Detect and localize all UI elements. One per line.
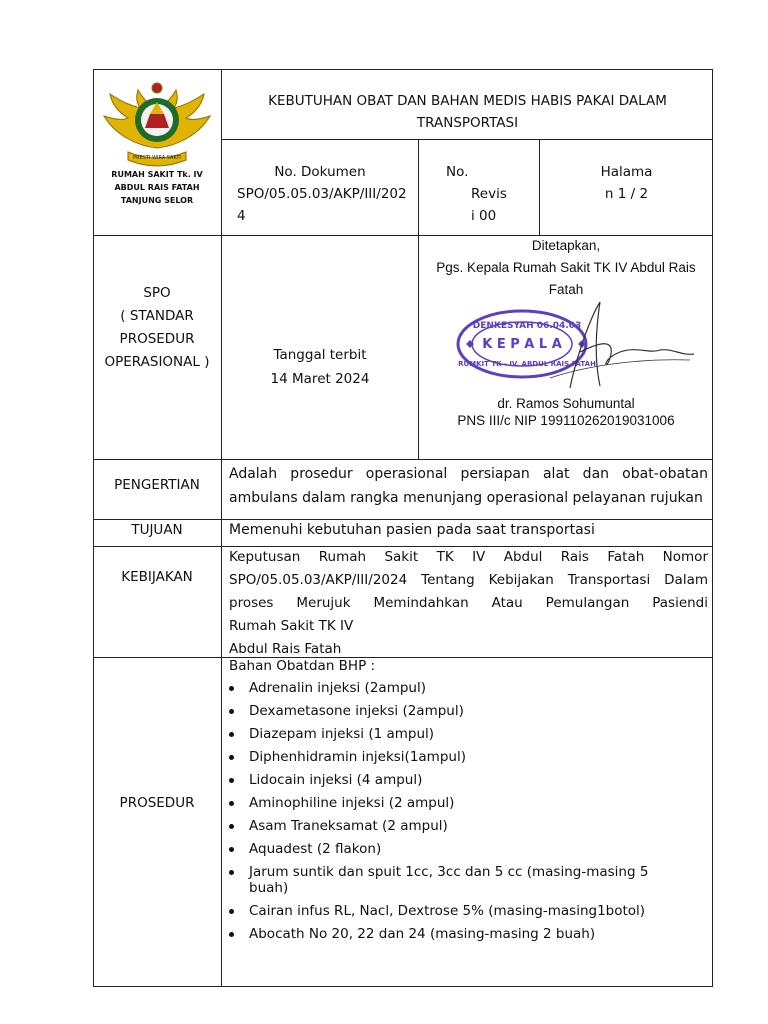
prosedur-intro: Bahan Obatdan BHP : bbox=[229, 658, 376, 674]
prosedur-item bbox=[229, 726, 689, 742]
official-stamp bbox=[450, 298, 700, 398]
page-label: Halama bbox=[600, 164, 653, 180]
bullet-icon bbox=[229, 932, 234, 937]
revision-cell bbox=[446, 161, 536, 227]
revision-value: i 00 bbox=[471, 208, 497, 224]
document-number-label: No. Dokumen bbox=[274, 164, 366, 180]
spo-label-line: PROSEDUR bbox=[119, 331, 195, 347]
row-divider-spo bbox=[93, 459, 713, 460]
bullet-icon bbox=[229, 732, 234, 737]
spo-label-line: SPO bbox=[143, 285, 171, 301]
prosedur-item-text: Aquadest (2 flakon) bbox=[249, 841, 382, 857]
prosedur-list-container bbox=[229, 680, 689, 949]
prosedur-item bbox=[229, 818, 689, 834]
issue-date-value: 14 Maret 2024 bbox=[270, 371, 370, 387]
page-value: n 1 / 2 bbox=[604, 186, 649, 202]
prosedur-item-text: Abocath No 20, 22 dan 24 (masing-masing 2 buah) bbox=[249, 926, 596, 942]
prosedur-item bbox=[229, 703, 689, 719]
bullet-icon bbox=[229, 778, 234, 783]
approval-position: Fatah bbox=[548, 282, 584, 297]
bullet-icon bbox=[229, 801, 234, 806]
document-title bbox=[222, 90, 713, 134]
prosedur-list bbox=[229, 680, 689, 942]
prosedur-item-text: Diazepam injeksi (1 ampul) bbox=[249, 726, 435, 742]
document-number-value: 4 bbox=[237, 208, 246, 224]
document-number-value: SPO/05.05.03/AKP/III/202 bbox=[237, 186, 407, 202]
issue-date-label: Tanggal terbit bbox=[273, 347, 367, 363]
row-divider-title bbox=[221, 139, 713, 140]
spo-label-line: OPERASIONAL ) bbox=[104, 354, 210, 370]
signature-icon bbox=[570, 302, 694, 388]
page-number-cell bbox=[540, 161, 713, 205]
bullet-icon bbox=[229, 824, 234, 829]
prosedur-item bbox=[229, 772, 689, 788]
hospital-name bbox=[96, 168, 218, 207]
stamp-middle-text: K E P A L A bbox=[482, 337, 562, 352]
hospital-name-line: TANJUNG SELOR bbox=[120, 196, 194, 205]
pengertian-label: PENGERTIAN bbox=[114, 477, 200, 493]
approval-block bbox=[419, 235, 713, 301]
spo-label-line: ( STANDAR bbox=[120, 308, 194, 324]
stamp-bottom-text: RUMKIT TK - IV. ABDUL RAIS FATAH bbox=[458, 360, 596, 368]
kebijakan-line: Rumah Sakit TK IV bbox=[229, 618, 354, 634]
hospital-name-line: RUMAH SAKIT Tk. IV bbox=[111, 170, 203, 179]
prosedur-item-text: Dexametasone injeksi (2ampul) bbox=[249, 703, 464, 719]
prosedur-item bbox=[229, 864, 689, 896]
tujuan-text: Memenuhi kebutuhan pasien pada saat transportasi bbox=[229, 522, 595, 538]
prosedur-item bbox=[229, 903, 689, 919]
kebijakan-line: Keputusan Rumah Sakit TK IV Abdul Rais Fatah Nomor bbox=[229, 549, 708, 565]
kebijakan-line: proses Merujuk Memindahkan Atau Pemulangan Pasiendi bbox=[229, 595, 708, 611]
prosedur-item-text: Adrenalin injeksi (2ampul) bbox=[249, 680, 426, 696]
prosedur-item bbox=[229, 926, 689, 942]
kebijakan-line: SPO/05.05.03/AKP/III/2024 Tentang Kebijakan Transportasi Dalam bbox=[229, 572, 708, 588]
approval-set-by: Ditetapkan, bbox=[531, 238, 601, 253]
prosedur-item-text: Asam Traneksamat (2 ampul) bbox=[249, 818, 448, 834]
prosedur-item-text: Aminophiline injeksi (2 ampul) bbox=[249, 795, 455, 811]
revision-label: No. bbox=[446, 164, 469, 180]
spo-label bbox=[93, 282, 221, 374]
kebijakan-line: Abdul Rais Fatah bbox=[229, 641, 342, 657]
prosedur-item-text: Diphenhidramin injeksi(1ampul) bbox=[249, 749, 466, 765]
approval-position: Pgs. Kepala Rumah Sakit TK IV Abdul Rais bbox=[436, 260, 696, 275]
title-line: KEBUTUHAN OBAT DAN BAHAN MEDIS HABIS PAKAI DALAM bbox=[268, 93, 667, 109]
prosedur-label: PROSEDUR bbox=[119, 795, 195, 811]
pengertian-line: ambulans dalam rangka menunjang operasional pelayanan rujukan bbox=[229, 490, 703, 506]
bullet-icon bbox=[229, 870, 234, 875]
signer-name: dr. Ramos Sohumuntal bbox=[497, 396, 635, 411]
revision-label: Revis bbox=[471, 186, 507, 202]
pengertian-text bbox=[229, 462, 708, 510]
prosedur-item bbox=[229, 841, 689, 857]
prosedur-item bbox=[229, 749, 689, 765]
stamp-top-text: DENKESYAH 06.04.03 bbox=[472, 321, 582, 331]
kebijakan-label: KEBIJAKAN bbox=[121, 569, 193, 585]
bullet-icon bbox=[229, 709, 234, 714]
kebijakan-text bbox=[229, 546, 708, 661]
bullet-icon bbox=[229, 755, 234, 760]
title-line: TRANSPORTASI bbox=[416, 115, 519, 131]
prosedur-item bbox=[229, 795, 689, 811]
pengertian-line: Adalah prosedur operasional persiapan alat dan obat-obatan bbox=[229, 466, 708, 482]
bullet-icon bbox=[229, 847, 234, 852]
bullet-icon bbox=[229, 686, 234, 691]
prosedur-item-text: Jarum suntik dan spuit 1cc, 3cc dan 5 cc (masing-masing 5 buah) bbox=[249, 864, 649, 896]
issue-date-cell bbox=[222, 343, 418, 391]
prosedur-item bbox=[229, 680, 689, 696]
prosedur-item-text: Lidocain injeksi (4 ampul) bbox=[249, 772, 423, 788]
signer-block bbox=[419, 395, 713, 429]
hospital-name-line: ABDUL RAIS FATAH bbox=[114, 183, 200, 192]
document-number-cell bbox=[222, 161, 418, 227]
prosedur-item-text: Cairan infus RL, Nacl, Dextrose 5% (masing-masing1botol) bbox=[249, 903, 646, 919]
logo-motto: PRESTI WIRA SAKTI bbox=[133, 155, 181, 161]
signer-id: PNS III/c NIP 199110262019031006 bbox=[457, 413, 675, 428]
tujuan-label: TUJUAN bbox=[131, 522, 183, 538]
garuda-emblem-icon bbox=[98, 80, 216, 170]
bullet-icon bbox=[229, 909, 234, 914]
